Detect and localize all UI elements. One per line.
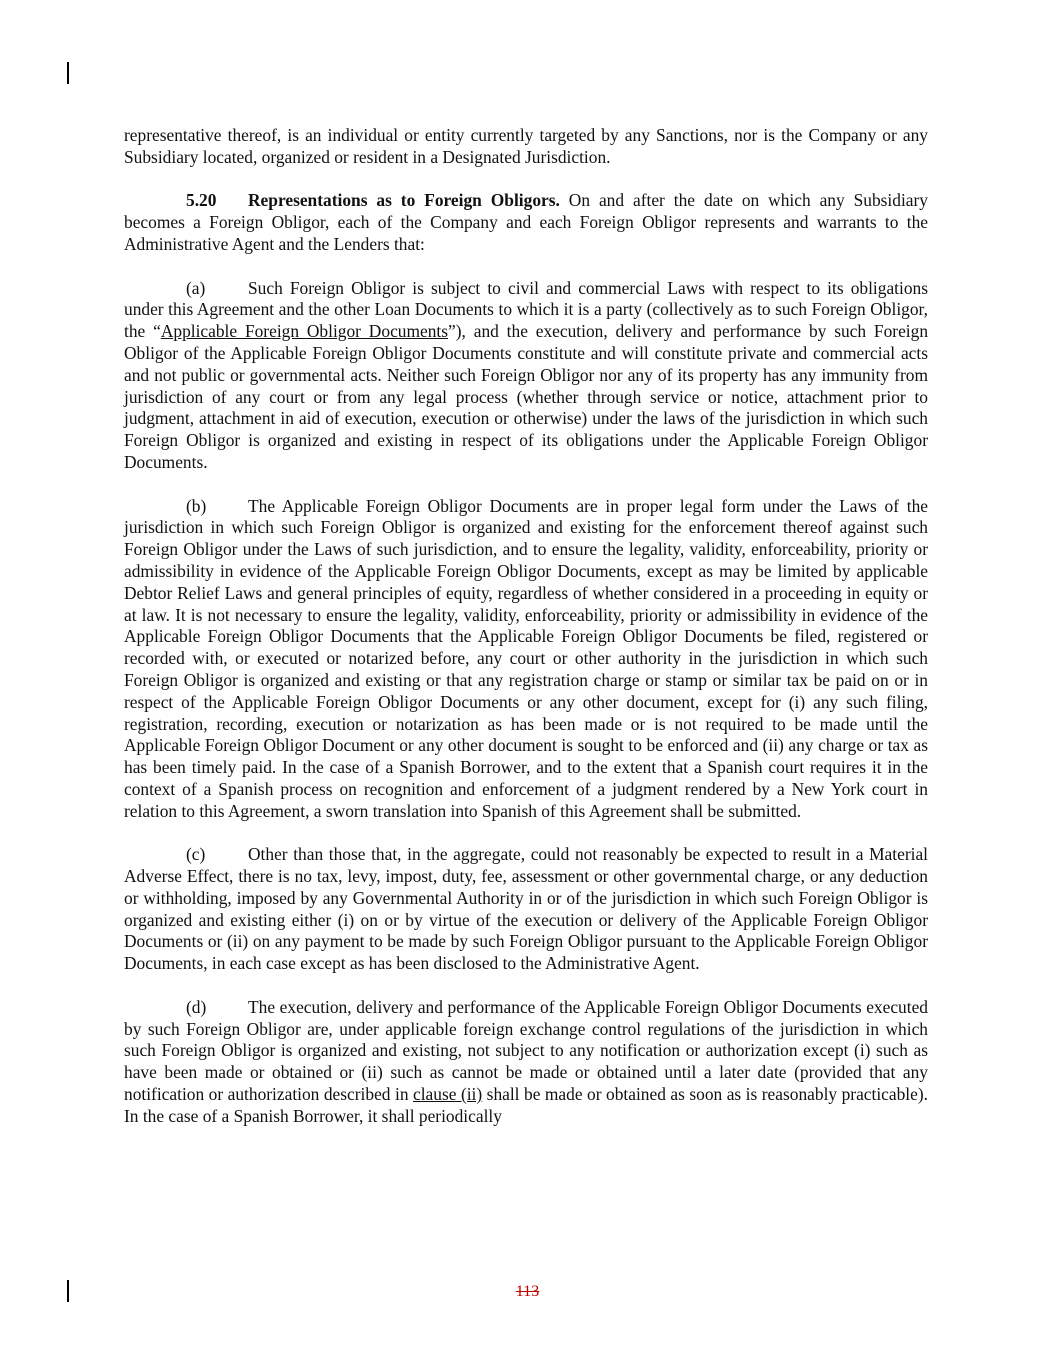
clause-d-text-before: The execution, delivery and performance of the Applicable Foreign Obligor Documents executed by such Foreign Obligor are, under applicable foreign exchange control regulations of the jurisdiction in which such Foreign Obligor is organized and existing, not subject to any notification or authorization except (i) such as have been made or obtained or (ii) such as cannot be made or obtained until a later date (provided that any notification or authorization described in bbox=[124, 996, 928, 1105]
defined-term: Applicable Foreign Obligor Documents bbox=[160, 321, 449, 342]
clause-d-text-after: shall be made or obtained as soon as is reasonably practicable). In the case of a Spanish Borrower, it shall periodically bbox=[124, 1084, 928, 1126]
section-number: 5.20 bbox=[186, 190, 217, 211]
continuation-paragraph bbox=[124, 125, 928, 169]
clause-d-paragraph bbox=[124, 997, 928, 1128]
clause-a-label: (a) bbox=[186, 277, 206, 298]
section-5-20-paragraph bbox=[124, 190, 928, 255]
clause-a-text-after: ”), and the execution, delivery and performance by such Foreign Obligor of the Applicable Foreign Obligor Documents constitute and will constitute private and commercial acts and not public or governmental acts. Neither such Foreign Obligor nor any of its property has any immunity from jurisdiction of any court or from any legal process (whether through service or notice, attachment prior to judgment, attachment in aid of execution, execution or otherwise) under the laws of the jurisdiction in which such Foreign Obligor is organized and existing in respect of its obligations under the Applicable Foreign Obligor Documents. bbox=[124, 321, 929, 472]
change-bar-top bbox=[67, 62, 69, 84]
document-body bbox=[124, 125, 928, 1149]
section-intro: On and after the date on which any Subsidiary becomes a Foreign Obligor, each of the Company and each Foreign Obligor represents and warrants to the Administrative Agent and the Lenders that: bbox=[124, 190, 929, 254]
clause-d-label: (d) bbox=[186, 996, 207, 1017]
clause-a-text-before: Such Foreign Obligor is subject to civil and commercial Laws with respect to its obligations under this Agreement and the other Loan Documents to which it is a party (collectively as to such Foreign Obligor, the “ bbox=[124, 277, 928, 342]
clause-b-paragraph bbox=[124, 496, 928, 823]
clause-c-label: (c) bbox=[186, 844, 206, 865]
page-number: 113 bbox=[515, 1283, 540, 1300]
clause-c-paragraph bbox=[124, 844, 928, 975]
clause-c-text: Other than those that, in the aggregate, could not reasonably be expected to result in a Material Adverse Effect, there is no tax, levy, impost, duty, fee, assessment or other governmental charge, or any deduction or withholding, imposed by any Governmental Authority in or of the jurisdiction in which such Foreign Obligor is organized and existing either (i) on or by virtue of the execution or delivery of the Applicable Foreign Obligor Documents or (ii) on any payment to be made by such Foreign Obligor pursuant to the Applicable Foreign Obligor Documents, in each case except as has been disclosed to the Administrative Agent. bbox=[124, 844, 928, 974]
continuation-text: representative thereof, is an individual or entity currently targeted by any Sanctions, nor is the Company or any Subsidiary located, organized or resident in a Designated Jurisdiction. bbox=[124, 125, 928, 167]
cross-reference: clause (ii) bbox=[413, 1084, 483, 1105]
clause-a-paragraph bbox=[124, 278, 928, 474]
section-heading: Representations as to Foreign Obligors. bbox=[248, 190, 560, 211]
clause-b-text: The Applicable Foreign Obligor Documents are in proper legal form under the Laws of the jurisdiction in which such Foreign Obligor is organized and existing for the enforcement thereof against such Foreign Obligor under the Laws of such jurisdiction, and to ensure the legality, validity, enforceability, priority or admissibility in evidence of the Applicable Foreign Obligor Documents, except as may be limited by applicable Debtor Relief Laws and general principles of equity, regardless of whether considered in a proceeding in equity or at law. It is not necessary to ensure the legality, validity, enforceability, priority or admissibility in evidence of the Applicable Foreign Obligor Documents that the Applicable Foreign Obligor Documents be filed, registered or recorded with, or executed or notarized before, any court or other authority in the jurisdiction in which such Foreign Obligor is organized and existing or that any registration charge or stamp or similar tax be paid on or in respect of the Applicable Foreign Obligor Documents or any other document, except for (i) any such filing, registration, recording, execution or notarization as has been made or is not required to be made until the Applicable Foreign Obligor Document or any other document is sought to be enforced and (ii) any charge or tax as has been timely paid. In the case of a Spanish Borrower, and to the extent that a Spanish court requires it in the context of a Spanish process on recognition and enforcement of a judgment rendered by a New York court in relation to this Agreement, a sworn translation into Spanish of this Agreement shall be submitted. bbox=[124, 495, 928, 821]
clause-b-label: (b) bbox=[186, 495, 207, 516]
